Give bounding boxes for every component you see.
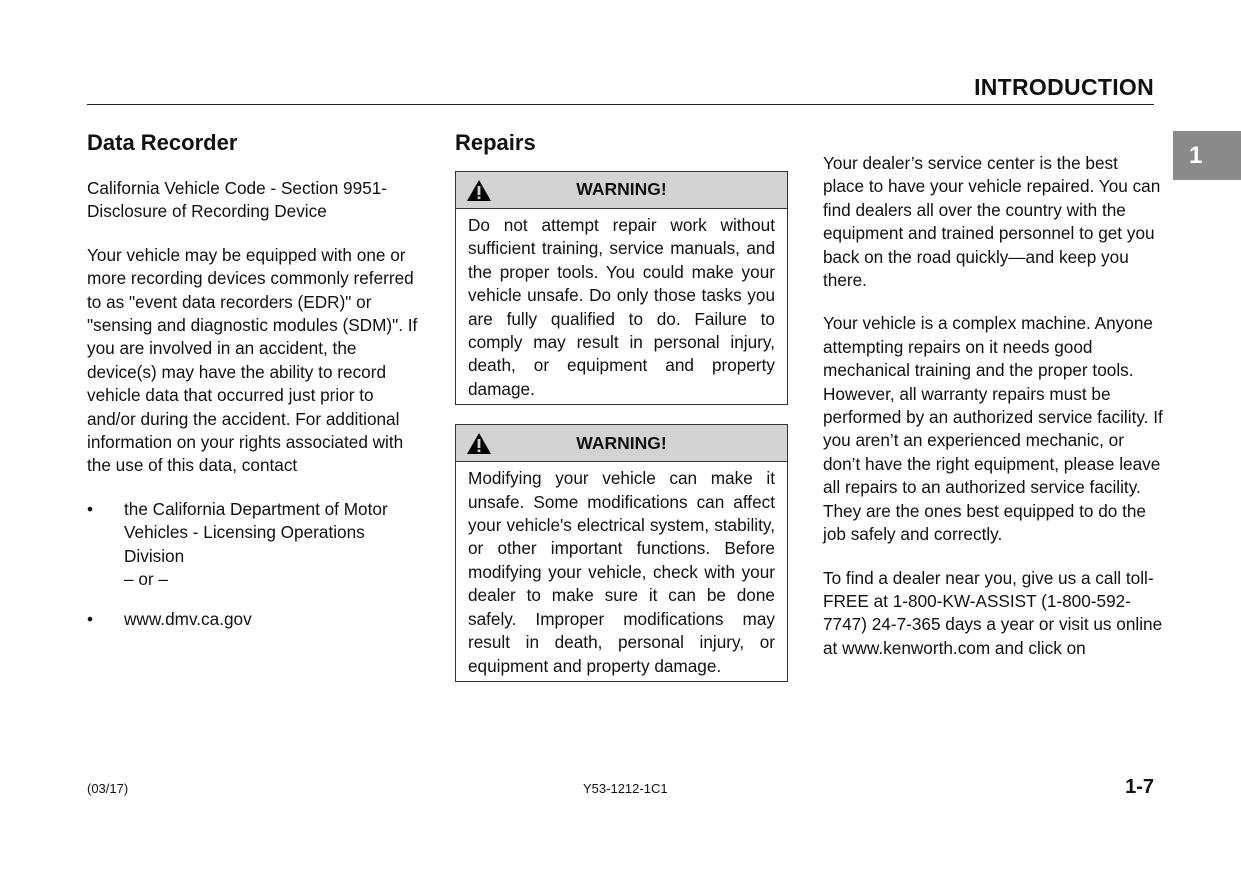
list-item <box>87 608 427 631</box>
warning-text: Do not attempt repair work without sufficient training, service manuals, and the proper tools. You could make your vehicle unsafe. Do only those tasks you are fully qualified to do. Failure to comply may result in personal injury, death, or equipment and property damage. <box>468 215 775 399</box>
warning-box-modification <box>455 424 788 682</box>
warning-label: WARNING! <box>576 179 667 200</box>
header-divider <box>87 104 1154 105</box>
warning-triangle-icon <box>466 432 492 455</box>
repairs-section <box>455 128 788 701</box>
list-item <box>87 498 427 592</box>
find-dealer-paragraph: To find a dealer near you, give us a call toll-FREE at 1-800-KW-ASSIST (1-800-592-7747) 24-7-365 days a year or visit us online at www.kenworth.com and click on <box>823 567 1163 658</box>
bullet-icon: • <box>87 498 94 519</box>
chapter-tab <box>1173 131 1241 180</box>
dealer-service-paragraph: Your dealer’s service center is the best place to have your vehicle repaired. You can find dealers all over the country with the equipment and trained personnel to get you back on the road quickly—and keep you there. <box>823 153 1161 291</box>
page-section-title: INTRODUCTION <box>974 74 1154 100</box>
revision-date: (03/17) <box>87 781 129 796</box>
warning-triangle-icon <box>466 179 492 202</box>
warning-header <box>456 172 787 209</box>
or-separator: – or – <box>124 569 168 590</box>
repairs-continued <box>823 152 1163 680</box>
dmv-website-link[interactable]: www.dmv.ca.gov <box>124 608 252 629</box>
warning-box-repair <box>455 171 788 405</box>
bullet-icon: • <box>87 608 94 629</box>
contact-dmv: the California Department of Motor Vehicles - Licensing Operations Division <box>124 498 388 566</box>
complex-machine-paragraph: Your vehicle is a complex machine. Anyone attempting repairs on it needs good mechanical training and the proper tools. However, all warranty repairs must be performed by an authorized service facility. If you aren’t an experienced mechanic, or don’t have the right equipment, please leave all repairs to an authorized service facility. They are the ones best equipped to do the job safely and correctly. <box>823 313 1163 545</box>
data-recorder-body: Your vehicle may be equipped with one or more recording devices commonly referred to as "event data recorders (EDR)" or "sensing and diagnostic modules (SDM)". If you are involved in an accident, the device(s) may have the ability to record vehicle data that occurred just prior to and/or during the accident. For additional information on your rights associated with the use of this data, contact <box>87 244 418 476</box>
data-recorder-section <box>87 128 427 647</box>
document-number: Y53-1212-1C1 <box>583 781 668 796</box>
data-recorder-heading: Data Recorder <box>87 130 238 155</box>
chapter-number: 1 <box>1189 141 1203 169</box>
warning-text: Modifying your vehicle can make it unsafe. Some modifications can affect your vehicle's electrical system, stability, or other important functions. Before modifying your vehicle, check with your dealer to make sure it can be done safely. Improper modifications may result in death, personal injury, or equipment and property damage. <box>468 468 775 676</box>
code-reference: California Vehicle Code - Section 9951- Disclosure of Recording Device <box>87 178 388 222</box>
contact-list <box>87 498 427 631</box>
repairs-heading: Repairs <box>455 130 536 155</box>
warning-label: WARNING! <box>576 432 667 453</box>
page-number: 1-7 <box>1125 776 1154 798</box>
warning-header <box>456 425 787 462</box>
